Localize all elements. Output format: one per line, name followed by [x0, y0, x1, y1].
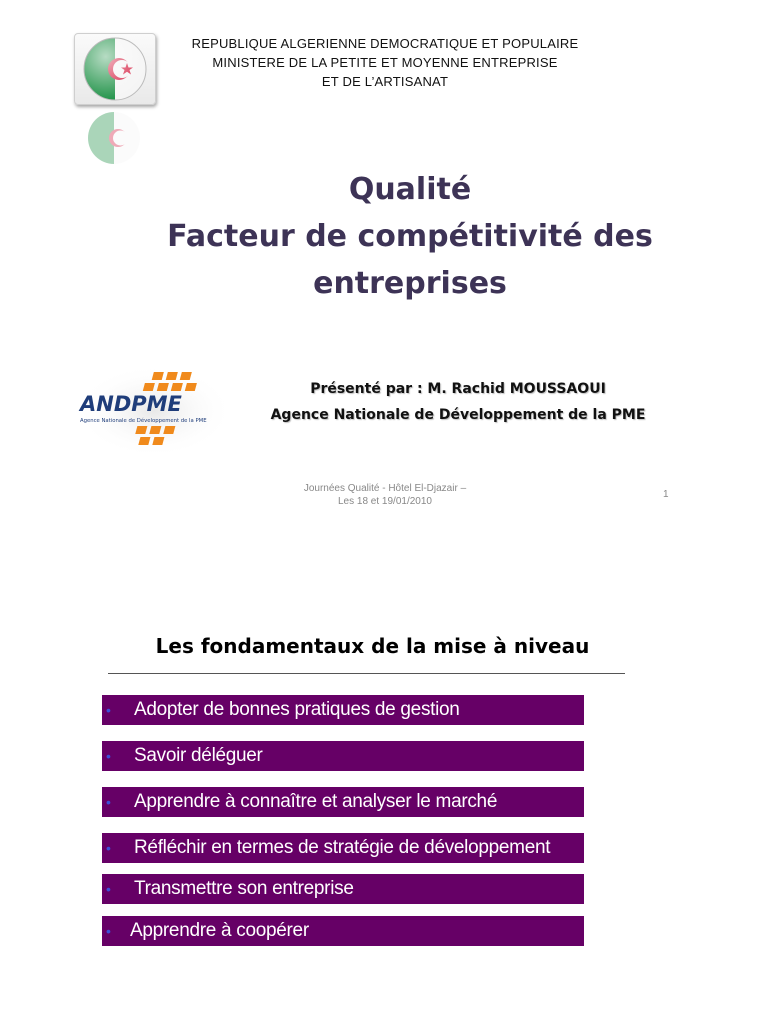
bullet-text: Réfléchir en termes de stratégie de développement: [134, 837, 551, 858]
bullet-dot-icon: •: [106, 840, 111, 856]
header-line-republic: REPUBLIQUE ALGERIENNE DEMOCRATIQUE ET POPULAIRE: [191, 36, 579, 51]
title-line-1: Qualité: [348, 172, 472, 207]
bullet-item: [102, 741, 584, 771]
bullet-dot-icon: •: [106, 702, 111, 718]
andpme-logo-text: ANDPME: [80, 392, 182, 416]
andpme-logo: [74, 364, 234, 458]
header-institution: [180, 34, 590, 91]
section-heading: Les fondamentaux de la mise à niveau: [155, 634, 590, 658]
bullet-item: [102, 695, 584, 725]
andpme-logo-subtitle: Agence Nationale de Développement de la PME: [80, 418, 207, 424]
event-line-1: Journées Qualité - Hôtel El-Djazair –: [303, 483, 467, 494]
bullet-text: Transmettre son entreprise: [134, 878, 354, 899]
header-line-ministry: MINISTERE DE LA PETITE ET MOYENNE ENTREPRISE: [212, 55, 558, 70]
bullet-dot-icon: •: [106, 794, 111, 810]
presenter-block: [268, 376, 648, 428]
page-title: [110, 166, 710, 307]
bullet-text: Apprendre à connaître et analyser le marché: [134, 791, 498, 812]
bullet-item: [102, 787, 584, 817]
bullet-dot-icon: •: [106, 923, 111, 939]
bullet-item: [102, 833, 584, 863]
presenter-agency: Agence Nationale de Développement de la PME: [270, 407, 646, 423]
bullet-dot-icon: •: [106, 881, 111, 897]
event-footer: [270, 482, 500, 508]
title-line-2: Facteur de compétitivité des: [167, 219, 653, 254]
bullet-text: Adopter de bonnes pratiques de gestion: [134, 699, 460, 720]
algerian-flag-reflection: [74, 108, 154, 166]
bullet-item: [102, 916, 584, 946]
algerian-flag-logo: [74, 33, 156, 105]
algerian-flag-icon: [75, 34, 155, 104]
bullet-item: [102, 874, 584, 904]
bullet-dot-icon: •: [106, 748, 111, 764]
bullet-text: Apprendre à coopérer: [130, 920, 309, 941]
title-line-3: entreprises: [313, 266, 507, 301]
event-line-2: Les 18 et 19/01/2010: [338, 496, 432, 507]
bullet-text: Savoir déléguer: [134, 745, 263, 766]
page-number: 1: [663, 489, 669, 500]
section-divider: [108, 673, 625, 674]
presenter-name: Présenté par : M. Rachid MOUSSAOUI: [310, 381, 606, 397]
header-line-artisanat: ET DE L’ARTISANAT: [321, 74, 449, 89]
